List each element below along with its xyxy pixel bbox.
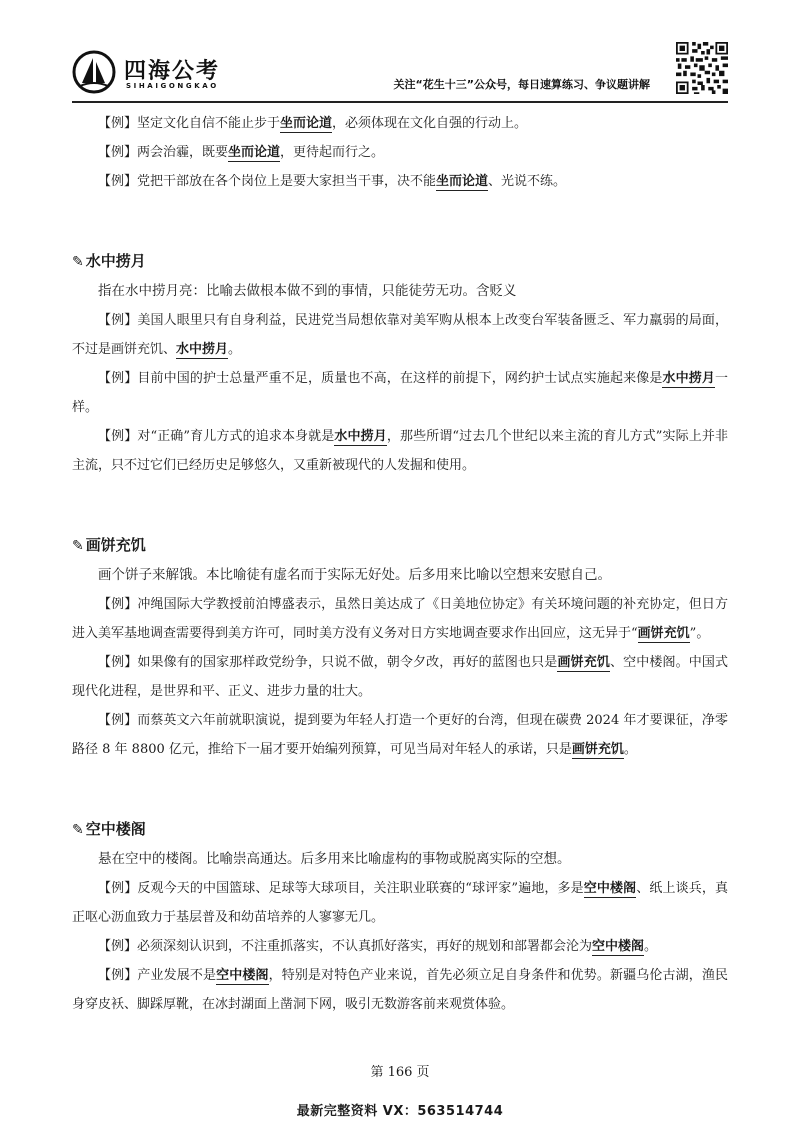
example-sentence <box>72 932 728 961</box>
idiom-title-text: 空中楼阁 <box>85 820 146 838</box>
example-text: 【例】两会治霾，既要 <box>98 145 229 160</box>
keyword: 空中楼阁 <box>216 968 269 983</box>
example-sentence <box>72 138 728 167</box>
example-sentence <box>72 706 728 764</box>
keyword: 坐而论道 <box>436 174 489 189</box>
section-huabingchongji <box>72 530 728 764</box>
section-zuoerlundao <box>72 109 728 196</box>
keyword: 水中捞月 <box>662 371 715 386</box>
logo-text: 四海公考 <box>124 59 221 84</box>
example-text: 【例】目前中国的护士总量严重不足，质量也不高，在这样的前提下，网约护士试点实施起来像是 <box>98 371 663 386</box>
keyword: 空中楼阁 <box>583 881 637 896</box>
page-number: 第 166 页 <box>370 1065 430 1080</box>
example-sentence <box>72 364 728 422</box>
page-header <box>72 40 728 104</box>
idiom-definition: 画个饼子来解饿。本比喻徒有虚名而于实际无好处。后多用来比喻以空想来安慰自己。 <box>98 567 611 583</box>
idiom-definition: 悬在空中的楼阁。比喻崇高通达。后多用来比喻虚构的事物或脱离实际的空想。 <box>98 851 571 867</box>
example-text: 。 <box>644 939 658 954</box>
example-text: 、纸上谈兵，真正呕心沥血致力于基层普及和幼苗培养的人寥寥无几。 <box>72 881 728 925</box>
example-text: ”。 <box>689 626 710 641</box>
example-text: ，那些所谓“过去几个世纪以来主流的育儿方式”实际上并非主流，只不过它们已经历史足够悠久，又重新被现代的人发掘和使用。 <box>72 429 728 473</box>
idiom-definition: 指在水中捞月亮：比喻去做根本做不到的事情，只能徒劳无功。含贬义 <box>98 283 517 299</box>
idiom-title <box>72 814 728 845</box>
example-text: 【例】而蔡英文六年前就职演说，提到要为年轻人打造一个更好的台湾，但现在碳费 2024 年才要课征，净零路径 8 年 8800 亿元，推给下一届才要开始编列预算，可见当局对年轻人的承诺，只是 <box>72 713 728 757</box>
example-sentence <box>72 422 728 480</box>
pencil-icon: ✎ <box>72 538 84 554</box>
section-kongzhonglouge <box>72 814 728 1019</box>
document-body <box>72 106 728 1019</box>
example-text: 、光说不练。 <box>488 174 567 189</box>
example-text: 【例】必须深刻认识到，不注重抓落实，不认真抓好落实，再好的规划和部署都会沦为 <box>98 939 593 954</box>
idiom-title <box>72 246 728 277</box>
idiom-title-text: 水中捞月 <box>85 252 146 270</box>
keyword: 水中捞月 <box>334 429 387 444</box>
keyword: 水中捞月 <box>176 342 229 357</box>
keyword: 坐而论道 <box>280 116 333 131</box>
keyword: 画饼充饥 <box>571 742 624 757</box>
qr-code-icon <box>676 42 728 94</box>
example-text: 【例】坚定文化自信不能止步于 <box>98 116 281 131</box>
footer-contact: 最新完整资料 VX：563514744 <box>296 1104 504 1119</box>
section-shuizhonglaoyue <box>72 246 728 480</box>
example-sentence <box>72 590 728 648</box>
keyword: 坐而论道 <box>228 145 281 160</box>
logo-subtext: SIHAIGONGKAO <box>126 82 219 90</box>
example-text: 。 <box>623 742 637 757</box>
sailboat-logo-icon <box>72 50 116 94</box>
logo <box>72 50 232 98</box>
example-text: 【例】美国人眼里只有自身利益，民进党当局想依靠对美军购从根本上改变台军装备匮乏、军力羸弱的局面，不过是画饼充饥、 <box>72 313 728 357</box>
pencil-icon: ✎ <box>72 822 84 838</box>
example-sentence <box>72 961 728 1019</box>
example-text: ，必须体现在文化自强的行动上。 <box>332 116 528 131</box>
keyword: 画饼充饥 <box>637 626 690 641</box>
example-sentence <box>72 648 728 706</box>
example-text: 【例】党把干部放在各个岗位上是要大家担当干事，决不能 <box>98 174 437 189</box>
keyword: 空中楼阁 <box>592 939 645 954</box>
idiom-title-text: 画饼充饥 <box>85 536 146 554</box>
example-text: ，特别是对特色产业来说，首先必须立足自身条件和优势。新疆乌伦古湖，渔民身穿皮袄、脚踩厚靴，在冰封湖面上凿洞下网，吸引无数游客前来观赏体验。 <box>72 968 728 1012</box>
example-sentence <box>72 306 728 364</box>
example-text: 【例】反观今天的中国篮球、足球等大球项目，关注职业联赛的“球评家”遍地，多是 <box>98 881 584 896</box>
example-sentence <box>72 874 728 932</box>
example-text: 【例】对“正确”育儿方式的追求本身就是 <box>98 429 335 444</box>
example-sentence <box>72 109 728 138</box>
header-divider <box>72 101 728 103</box>
example-text: 【例】冲绳国际大学教授前泊博盛表示，虽然日美达成了《日美地位协定》有关环境问题的补充协定，但日方进入美军基地调查需要得到美方许可，同时美方没有义务对日方实地调查要求作出回应，这无异于“ <box>72 597 728 641</box>
example-sentence <box>72 167 728 196</box>
example-text: 一样。 <box>72 371 728 415</box>
example-text: 。 <box>228 342 242 357</box>
header-note: 关注“花生十三”公众号，每日速算练习、争议题讲解 <box>393 78 650 91</box>
keyword: 画饼充饥 <box>557 655 610 670</box>
example-text: ，更待起而行之。 <box>280 145 385 160</box>
example-text: 【例】产业发展不是 <box>98 968 217 983</box>
example-text: 、空中楼阁。中国式现代化进程，是世界和平、正义、进步力量的壮大。 <box>72 655 728 699</box>
idiom-title <box>72 530 728 561</box>
example-text: 【例】如果像有的国家那样政党纷争，只说不做，朝令夕改，再好的蓝图也只是 <box>98 655 558 670</box>
pencil-icon: ✎ <box>72 254 84 270</box>
